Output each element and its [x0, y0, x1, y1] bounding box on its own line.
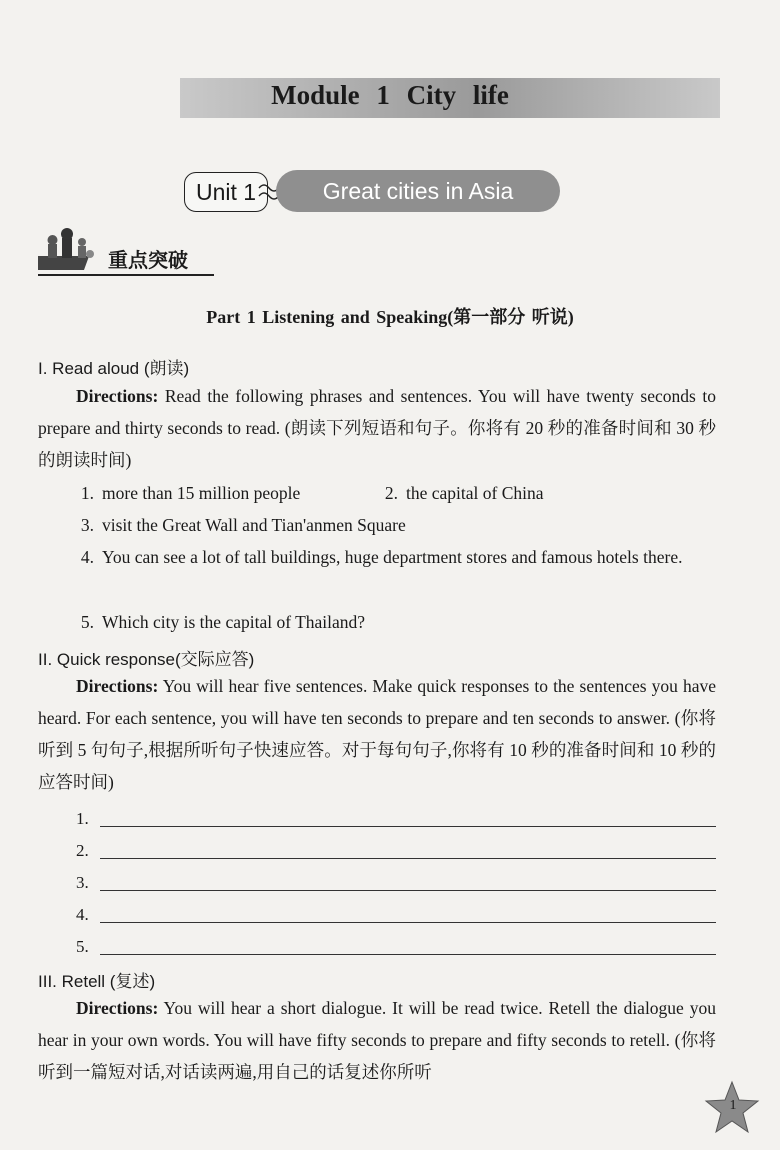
section-title: 重点突破 [108, 248, 188, 272]
directions-text: You will hear a short dialogue. It will be read twice. Retell the dialogue you hear in your own words. You will have fifty seconds to prepare and fifty seconds to retell. (你将听到一篇短对话,对话读两遍,用自己的话复述你所听 [38, 998, 716, 1082]
directions-label: Directions: [76, 998, 159, 1018]
answer-line [100, 954, 716, 955]
item-text: You can see a lot of tall buildings, huge department stores and famous hotels there. [102, 547, 683, 567]
directions-label: Directions: [76, 386, 159, 406]
unit-title: Great cities in Asia [276, 170, 560, 212]
section-divider [38, 274, 214, 276]
answer-line [100, 890, 716, 891]
phrase-item [68, 509, 406, 541]
blank-number: 2. [76, 841, 89, 860]
chess-pieces-icon [38, 226, 106, 276]
answer-line [100, 922, 716, 923]
item-number: 4. [80, 547, 94, 567]
blank-number: 4. [76, 905, 89, 924]
read-aloud-heading: I. Read aloud (朗读) [38, 359, 190, 378]
answer-blank[interactable] [76, 933, 716, 957]
answer-blank[interactable] [76, 901, 716, 925]
retell-heading: III. Retell (复述) [38, 972, 156, 991]
part-title: Part 1 Listening and Speaking(第一部分 听说) [206, 307, 574, 327]
quick-response-heading: II. Quick response(交际应答) [38, 650, 255, 669]
retell-directions [38, 992, 716, 1088]
read-aloud-directions [38, 380, 716, 476]
directions-text: You will hear five sentences. Make quick responses to the sentences you have heard. For each sentence, you will have ten seconds to prepare and ten seconds to answer. (你将听到 5 句句子,根据所听句子快速应答。对于每句句子,你将有 10 秒的准备时间和 10 秒的应答时间) [38, 676, 716, 792]
answer-blank[interactable] [76, 869, 716, 893]
phrase-item [372, 477, 544, 509]
blank-number: 1. [76, 809, 89, 828]
quick-response-directions [38, 670, 716, 798]
answer-line [100, 826, 716, 827]
item-text: Which city is the capital of Thailand? [102, 612, 366, 632]
item-number: 1. [80, 483, 94, 503]
module-title: Module 1 City life [271, 80, 509, 110]
item-number: 3. [80, 515, 94, 535]
answer-blank[interactable] [76, 837, 716, 861]
directions-text: Read the following phrases and sentences. You will have twenty seconds to prepare and thirty seconds to read. (朗读下列短语和句子。你将有 20 秒的准备时间和 30 秒的朗读时间) [38, 386, 716, 470]
blank-number: 5. [76, 937, 89, 956]
page-number: 1 [729, 1098, 737, 1113]
phrase-item [68, 477, 300, 509]
item-text: visit the Great Wall and Tian'anmen Square [102, 515, 406, 535]
sentence-item [68, 606, 365, 638]
answer-line [100, 858, 716, 859]
sentence-item [68, 541, 716, 573]
item-number: 2. [384, 483, 398, 503]
item-text: more than 15 million people [102, 483, 301, 503]
blank-number: 3. [76, 873, 89, 892]
item-text: the capital of China [406, 483, 544, 503]
unit-label: Unit 1 [184, 172, 268, 212]
answer-blank[interactable] [76, 805, 716, 829]
directions-label: Directions: [76, 676, 159, 696]
item-number: 5. [80, 612, 94, 632]
